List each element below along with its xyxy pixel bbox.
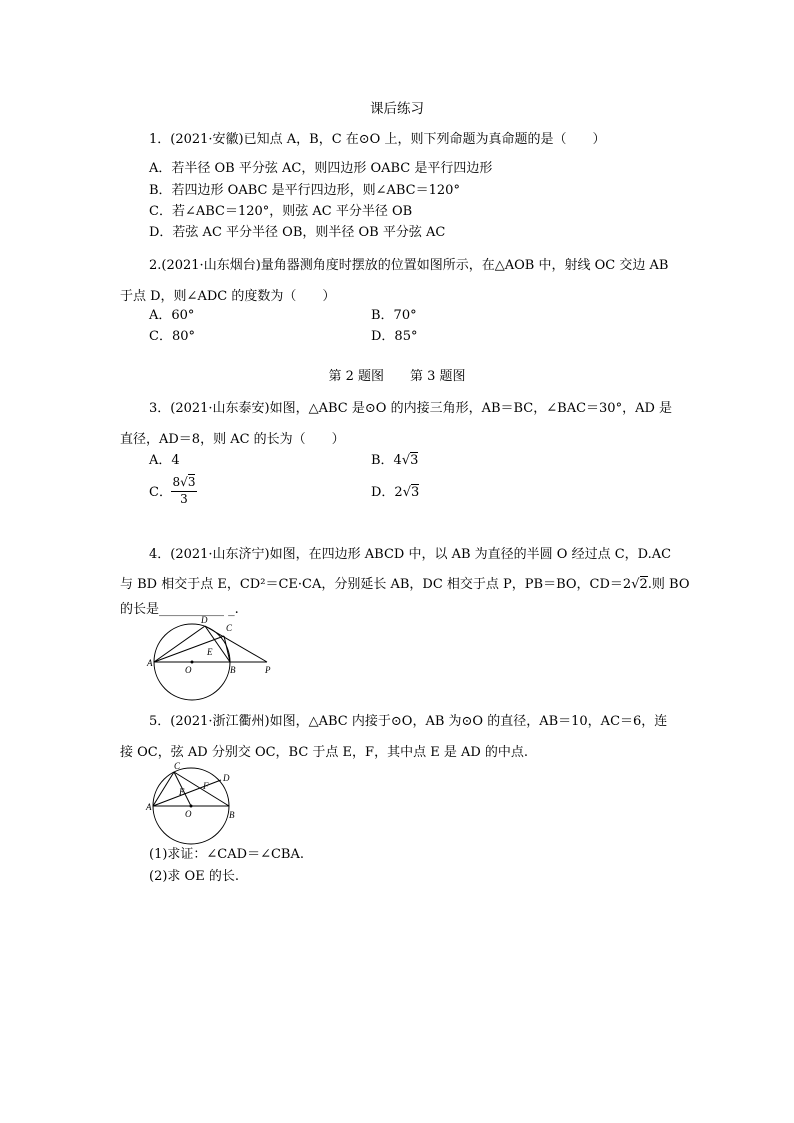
q5-label-f: F xyxy=(203,781,209,791)
q3-option-d-prefix: D．2 xyxy=(371,485,403,500)
q4-center-dot xyxy=(191,661,194,664)
q1-option-a: A．若半径 OB 平分弦 AC，则四边形 OABC 是平行四边形 xyxy=(149,161,493,176)
sqrt-sign-icon: √ xyxy=(402,485,411,500)
q3-option-b-prefix: B．4 xyxy=(371,453,402,468)
q5-part2: (2)求 OE 的长. xyxy=(149,869,239,884)
fraction-numerator: 8√3 xyxy=(171,475,197,492)
q2-option-d: D．85° xyxy=(371,329,418,344)
q3-option-c-fraction xyxy=(171,475,197,507)
sqrt-sign-icon: √ xyxy=(401,453,411,468)
q3-option-b xyxy=(371,452,418,470)
sqrt-sign-icon: √ xyxy=(631,577,640,592)
q1-stem: 1．(2021·安徽)已知点 A，B，C 在⊙O 上，则下列命题为真命题的是（ ） xyxy=(149,132,606,147)
q3-option-d-radicand: 3 xyxy=(411,485,420,500)
page-title: 课后练习 xyxy=(370,101,424,117)
q5-stem-line2: 接 OC，弦 AD 分别交 OC，BC 于点 E，F，其中点 E 是 AD 的中点. xyxy=(120,745,529,760)
q4-label-a: A xyxy=(147,658,153,668)
q3-stem-line2: 直径，AD＝8，则 AC 的长为（ ） xyxy=(120,432,345,447)
q4-label-p: P xyxy=(265,665,271,675)
q3-option-c-label: C． xyxy=(149,485,172,500)
q4-figure xyxy=(145,613,280,705)
q5-figure xyxy=(145,758,240,848)
q4-label-e: E xyxy=(207,647,213,657)
q5-stem-line1: 5．(2021·浙江衢州)如图，△ABC 内接于⊙O，AB 为⊙O 的直径，AB＝10，AC＝6，连 xyxy=(149,714,668,729)
q4-stem-line3: 的长是__________ _. xyxy=(120,602,239,617)
q5-label-a: A xyxy=(146,802,152,812)
q5-part1: (1)求证：∠CAD＝∠CBA. xyxy=(149,847,304,862)
q4-stem-line1: 4．(2021·山东济宁)如图，在四边形 ABCD 中，以 AB 为直径的半圆 O 经过点 C，D.AC xyxy=(149,547,672,562)
q2-option-b: B．70° xyxy=(371,308,417,323)
figure-caption: 第 2 题图 第 3 题图 xyxy=(328,369,466,384)
q5-label-e: E xyxy=(179,787,185,797)
q1-option-c: C．若∠ABC＝120°，则弦 AC 平分半径 OB xyxy=(149,204,413,219)
q5-line-ad xyxy=(153,780,221,806)
q3-option-b-radicand: 3 xyxy=(410,453,419,468)
q4-label-o: O xyxy=(185,665,192,675)
q5-label-c: C xyxy=(174,761,181,771)
q5-line-ac xyxy=(153,772,174,806)
fraction-denominator: 3 xyxy=(180,492,188,506)
q2-stem-line1: 2.(2021·山东烟台)量角器测角度时摆放的位置如图所示，在△AOB 中，射线 OC 交边 AB xyxy=(149,258,669,273)
q4-line-dp xyxy=(205,626,267,662)
q4-label-b: B xyxy=(230,665,236,675)
q3-option-a: A．4 xyxy=(149,453,180,468)
q4-stem-line2: 与 BD 相交于点 E，CD²＝CE·CA，分别延长 AB，DC 相交于点 P，PB＝BO，CD＝2√2.则 BO xyxy=(120,577,690,592)
q5-center-dot xyxy=(190,805,193,808)
q2-stem-line2: 于点 D，则∠ADC 的度数为（ ） xyxy=(120,289,336,304)
q2-option-a: A．60° xyxy=(149,308,195,323)
q4-label-d: D xyxy=(201,615,208,625)
q5-label-b: B xyxy=(229,810,235,820)
q2-option-c: C．80° xyxy=(149,329,195,344)
q4-line-ac xyxy=(154,636,224,662)
q3-option-d xyxy=(371,484,419,502)
q1-option-b: B．若四边形 OABC 是平行四边形，则∠ABC＝120° xyxy=(149,183,460,198)
q3-stem-line1: 3．(2021·山东泰安)如图，△ABC 是⊙O 的内接三角形，AB＝BC，∠BAC＝30°，AD 是 xyxy=(149,401,673,416)
sqrt-sign-icon: √ xyxy=(180,475,188,489)
q5-label-o: O xyxy=(185,809,192,819)
q4-label-c: C xyxy=(226,623,233,633)
q4-line-ad xyxy=(154,626,205,662)
q5-label-d: D xyxy=(223,773,230,783)
q1-option-d: D．若弦 AC 平分半径 OB，则半径 OB 平分弦 AC xyxy=(149,225,446,240)
